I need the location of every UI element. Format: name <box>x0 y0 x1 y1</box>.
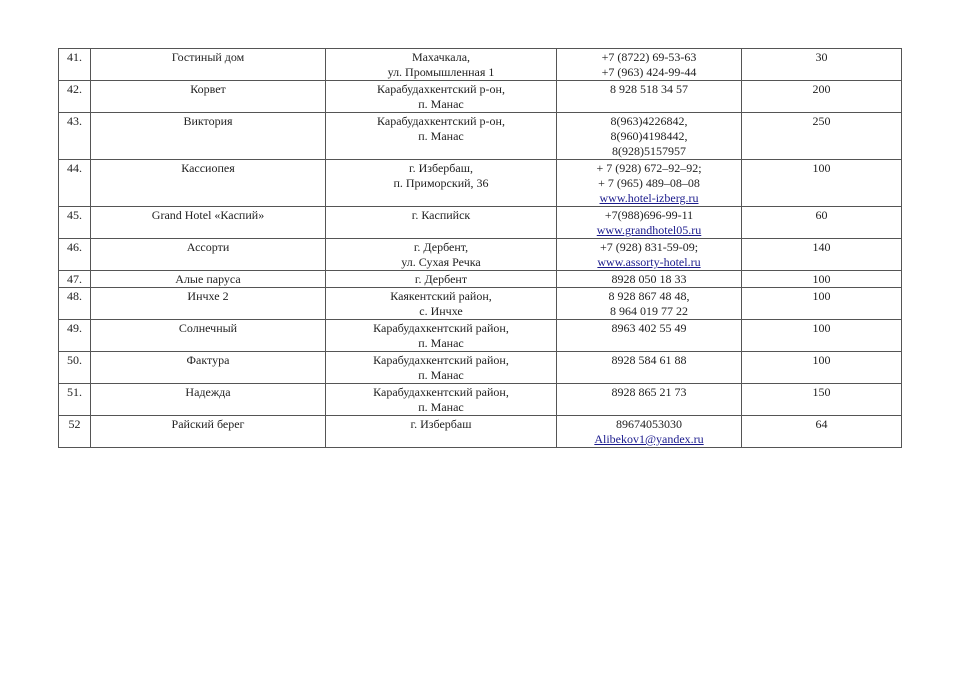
hotel-name: Корвет <box>91 81 326 113</box>
hotel-capacity: 100 <box>742 288 902 320</box>
hotel-contacts <box>557 239 742 271</box>
hotel-name: Солнечный <box>91 320 326 352</box>
row-number: 52 <box>59 416 91 448</box>
contact-phone: +7(988)696-99-11 <box>604 208 694 222</box>
hotel-name: Инчхе 2 <box>91 288 326 320</box>
table-row <box>59 271 902 288</box>
hotels-table-body <box>59 49 902 448</box>
table-row <box>59 416 902 448</box>
table-row <box>59 81 902 113</box>
row-number: 42. <box>59 81 91 113</box>
hotel-name: Алые паруса <box>91 271 326 288</box>
hotel-address <box>326 320 557 352</box>
address-line: Каякентский район, <box>390 289 492 303</box>
hotel-name: Grand Hotel «Каспий» <box>91 207 326 239</box>
hotel-address <box>326 160 557 207</box>
hotel-capacity: 30 <box>742 49 902 81</box>
hotel-contacts <box>557 81 742 113</box>
contact-phone: 89674053030 <box>616 417 682 431</box>
address-line: г. Дербент <box>414 272 468 286</box>
hotel-address <box>326 416 557 448</box>
row-number: 44. <box>59 160 91 207</box>
contact-phone: 8(963)4226842, <box>610 114 688 128</box>
hotel-capacity: 250 <box>742 113 902 160</box>
address-line: п. Манас <box>418 400 464 414</box>
hotel-address <box>326 288 557 320</box>
address-line: Карабудахкентский район, <box>373 353 509 367</box>
address-line: п. Манас <box>418 336 464 350</box>
hotel-contacts <box>557 271 742 288</box>
address-line: г. Избербаш, <box>409 161 473 175</box>
hotel-address <box>326 207 557 239</box>
hotel-address <box>326 49 557 81</box>
contact-link[interactable]: www.hotel-izberg.ru <box>599 191 699 205</box>
row-number: 48. <box>59 288 91 320</box>
address-line: с. Инчхе <box>419 304 463 318</box>
hotel-address <box>326 352 557 384</box>
address-line: п. Манас <box>418 368 464 382</box>
address-line: г. Дербент, <box>413 240 469 254</box>
hotels-table <box>58 48 902 448</box>
contact-phone: 8 964 019 77 22 <box>610 304 688 318</box>
address-line: п. Манас <box>418 97 464 111</box>
hotel-name: Ассорти <box>91 239 326 271</box>
contact-phone: + 7 (965) 489–08–08 <box>598 176 700 190</box>
contact-phone: 8963 402 55 49 <box>611 321 687 335</box>
row-number: 46. <box>59 239 91 271</box>
address-line: Карабудахкентский район, <box>373 321 509 335</box>
hotel-address <box>326 239 557 271</box>
contact-phone: + 7 (928) 672–92–92; <box>596 161 702 175</box>
contact-phone: 8(928)5157957 <box>612 144 686 158</box>
hotel-address <box>326 384 557 416</box>
contact-link[interactable]: Alibekov1@yandex.ru <box>594 432 704 446</box>
hotel-capacity: 60 <box>742 207 902 239</box>
address-line: п. Манас <box>418 129 464 143</box>
hotel-contacts <box>557 416 742 448</box>
hotel-name: Фактура <box>91 352 326 384</box>
hotel-contacts <box>557 113 742 160</box>
table-row <box>59 113 902 160</box>
table-row <box>59 320 902 352</box>
contact-phone: 8(960)4198442, <box>610 129 688 143</box>
hotel-capacity: 150 <box>742 384 902 416</box>
row-number: 41. <box>59 49 91 81</box>
contact-phone: +7 (963) 424-99-44 <box>601 65 697 79</box>
contact-phone: 8 928 867 48 48, <box>608 289 690 303</box>
hotel-address <box>326 81 557 113</box>
address-line: ул. Промышленная 1 <box>387 65 495 79</box>
contact-link[interactable]: www.grandhotel05.ru <box>596 223 702 237</box>
hotel-contacts <box>557 49 742 81</box>
address-line: г. Избербаш <box>410 417 472 431</box>
contact-phone: 8 928 518 34 57 <box>610 82 688 96</box>
address-line: г. Каспийск <box>411 208 471 222</box>
hotel-address <box>326 271 557 288</box>
contact-phone: +7 (8722) 69-53-63 <box>601 50 697 64</box>
address-line: Махачкала, <box>411 50 471 64</box>
hotel-capacity: 140 <box>742 239 902 271</box>
row-number: 49. <box>59 320 91 352</box>
hotel-name: Кассиопея <box>91 160 326 207</box>
address-line: Карабудахкентский район, <box>373 385 509 399</box>
table-row <box>59 288 902 320</box>
table-row <box>59 49 902 81</box>
hotel-capacity: 64 <box>742 416 902 448</box>
hotel-contacts <box>557 320 742 352</box>
address-line: п. Приморский, 36 <box>393 176 489 190</box>
hotel-capacity: 100 <box>742 160 902 207</box>
hotel-address <box>326 113 557 160</box>
hotel-capacity: 100 <box>742 320 902 352</box>
row-number: 50. <box>59 352 91 384</box>
contact-phone: +7 (928) 831-59-09; <box>599 240 699 254</box>
table-row <box>59 207 902 239</box>
contact-phone: 8928 584 61 88 <box>611 353 687 367</box>
table-row <box>59 352 902 384</box>
table-row <box>59 239 902 271</box>
contact-phone: 8928 050 18 33 <box>611 272 687 286</box>
row-number: 51. <box>59 384 91 416</box>
hotel-contacts <box>557 352 742 384</box>
hotel-contacts <box>557 384 742 416</box>
address-line: Карабудахкентский р-он, <box>377 82 505 96</box>
table-row <box>59 384 902 416</box>
table-row <box>59 160 902 207</box>
hotel-name: Гостиный дом <box>91 49 326 81</box>
hotel-name: Виктория <box>91 113 326 160</box>
hotel-capacity: 100 <box>742 352 902 384</box>
hotel-contacts <box>557 207 742 239</box>
contact-link[interactable]: www.assorty-hotel.ru <box>597 255 701 269</box>
contact-phone: 8928 865 21 73 <box>611 385 687 399</box>
address-line: ул. Сухая Речка <box>401 255 481 269</box>
hotel-name: Надежда <box>91 384 326 416</box>
hotel-contacts <box>557 288 742 320</box>
row-number: 47. <box>59 271 91 288</box>
hotel-capacity: 200 <box>742 81 902 113</box>
row-number: 43. <box>59 113 91 160</box>
row-number: 45. <box>59 207 91 239</box>
hotel-contacts <box>557 160 742 207</box>
hotel-capacity: 100 <box>742 271 902 288</box>
hotel-name: Райский берег <box>91 416 326 448</box>
address-line: Карабудахкентский р-он, <box>377 114 505 128</box>
